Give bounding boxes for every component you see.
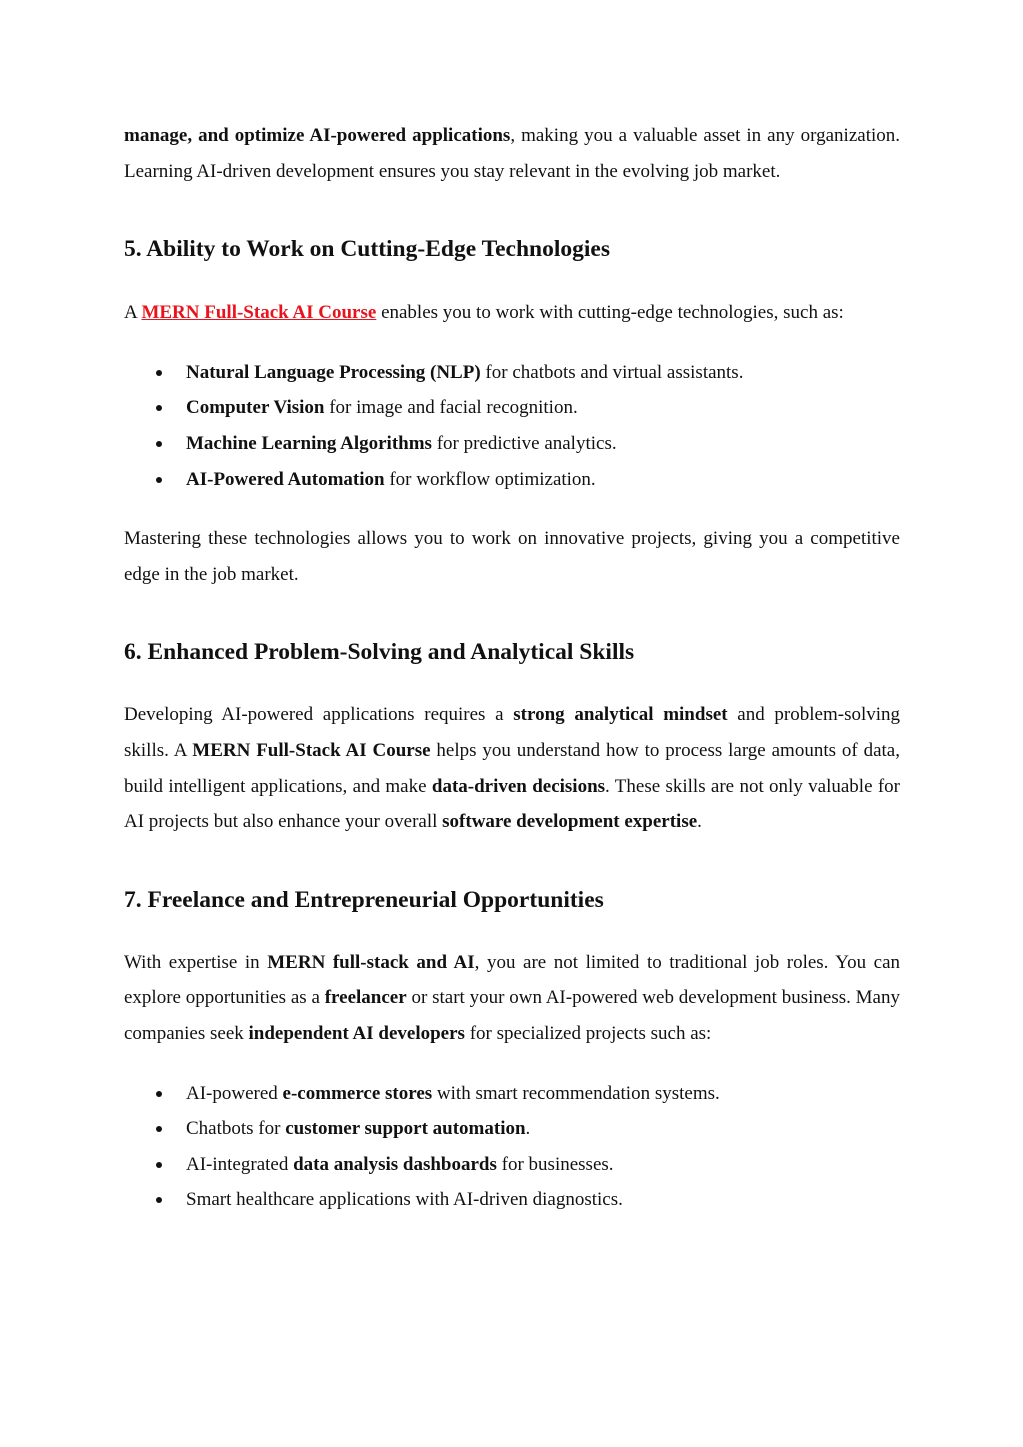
bullet-text: with smart recommendation systems.	[432, 1082, 720, 1104]
section-6-heading: 6. Enhanced Problem-Solving and Analytical Skills	[124, 639, 635, 666]
text-run: .	[697, 811, 702, 833]
list-item	[124, 462, 900, 498]
text-run: and problem-solving skills. A	[124, 704, 901, 761]
bold-run: independent AI developers	[248, 1022, 465, 1044]
list-item	[124, 1076, 900, 1112]
bullet-icon	[156, 1197, 162, 1203]
bullet-icon	[156, 405, 162, 411]
section-5-heading: 5. Ability to Work on Cutting-Edge Technologies	[124, 236, 610, 263]
bullet-icon	[156, 477, 162, 483]
section-5-intro-prefix: A	[124, 302, 142, 324]
section-7-heading: 7. Freelance and Entrepreneurial Opportunities	[124, 886, 604, 913]
bullet-icon	[156, 1126, 162, 1132]
section-5-closing: Mastering these technologies allows you to work on innovative projects, giving you a competitive edge in the job market.	[124, 528, 900, 585]
list-item	[124, 1182, 900, 1218]
bullet-bold: e-commerce stores	[282, 1082, 433, 1104]
mern-course-link[interactable]: MERN Full-Stack AI Course	[141, 302, 377, 324]
bullet-icon	[156, 370, 162, 376]
bullet-text: AI-powered	[186, 1082, 283, 1104]
bullet-text: Chatbots for	[186, 1118, 286, 1140]
intro-bold: manage, and optimize AI-powered applications	[124, 125, 511, 146]
bullet-bold: customer support automation	[285, 1118, 526, 1140]
text-run: . These skills are not only valuable for AI projects but also enhance your overall	[124, 775, 900, 833]
bullet-bold: AI-Powered Automation	[186, 468, 385, 490]
section-6-paragraph	[124, 697, 900, 839]
section-7-bullet-list	[124, 1076, 900, 1218]
list-item	[124, 355, 900, 391]
bullet-icon	[156, 1091, 162, 1097]
section-7-paragraph	[124, 945, 900, 1052]
text-run: Developing AI-powered applications requires a	[124, 704, 514, 726]
bold-run: MERN Full-Stack AI Course	[192, 739, 431, 761]
bullet-bold: Natural Language Processing (NLP)	[186, 361, 481, 383]
bold-run: MERN full-stack and AI	[267, 951, 475, 973]
bullet-text: AI-integrated	[186, 1153, 294, 1175]
document-page	[124, 118, 900, 1218]
bold-run: software development expertise	[442, 811, 698, 833]
text-run: , you are not limited to traditional job roles. You can explore opportunities as a	[124, 951, 901, 1009]
bullet-text: .	[525, 1118, 531, 1140]
intro-paragraph	[124, 118, 900, 189]
bullet-text: for businesses.	[496, 1153, 614, 1175]
list-item	[124, 426, 900, 462]
bullet-bold: data analysis dashboards	[293, 1153, 497, 1175]
text-run: With expertise in	[124, 951, 268, 973]
section-5-intro-suffix: enables you to work with cutting-edge technologies, such as:	[376, 302, 844, 324]
list-item	[124, 1111, 900, 1147]
list-item	[124, 390, 900, 426]
section-5-intro	[124, 295, 900, 331]
bold-run: data-driven decisions	[431, 775, 606, 797]
bullet-icon	[156, 441, 162, 447]
list-item	[124, 1147, 900, 1183]
bold-run: freelancer	[324, 987, 407, 1009]
bullet-text: for image and facial recognition.	[324, 397, 578, 419]
bullet-text: for predictive analytics.	[431, 432, 617, 454]
text-run: or start your own AI-powered web development business. Many companies seek	[124, 987, 900, 1044]
text-run: for specialized projects such as:	[464, 1022, 712, 1044]
bullet-bold: Machine Learning Algorithms	[186, 432, 432, 454]
bold-run: strong analytical mindset	[513, 704, 728, 726]
intro-text: , making you a valuable asset in any organization. Learning AI-driven development ensures you stay relevant in the evolving job market.	[124, 125, 900, 182]
bullet-bold: Computer Vision	[186, 397, 325, 419]
bullet-text: Smart healthcare applications with AI-driven diagnostics.	[186, 1189, 623, 1211]
bullet-text: for workflow optimization.	[384, 468, 596, 490]
section-5-bullet-list	[124, 355, 900, 497]
bullet-text: for chatbots and virtual assistants.	[480, 361, 744, 383]
bullet-icon	[156, 1162, 162, 1168]
text-run: helps you understand how to process large amounts of data, build intelligent applications, and make	[124, 739, 900, 797]
